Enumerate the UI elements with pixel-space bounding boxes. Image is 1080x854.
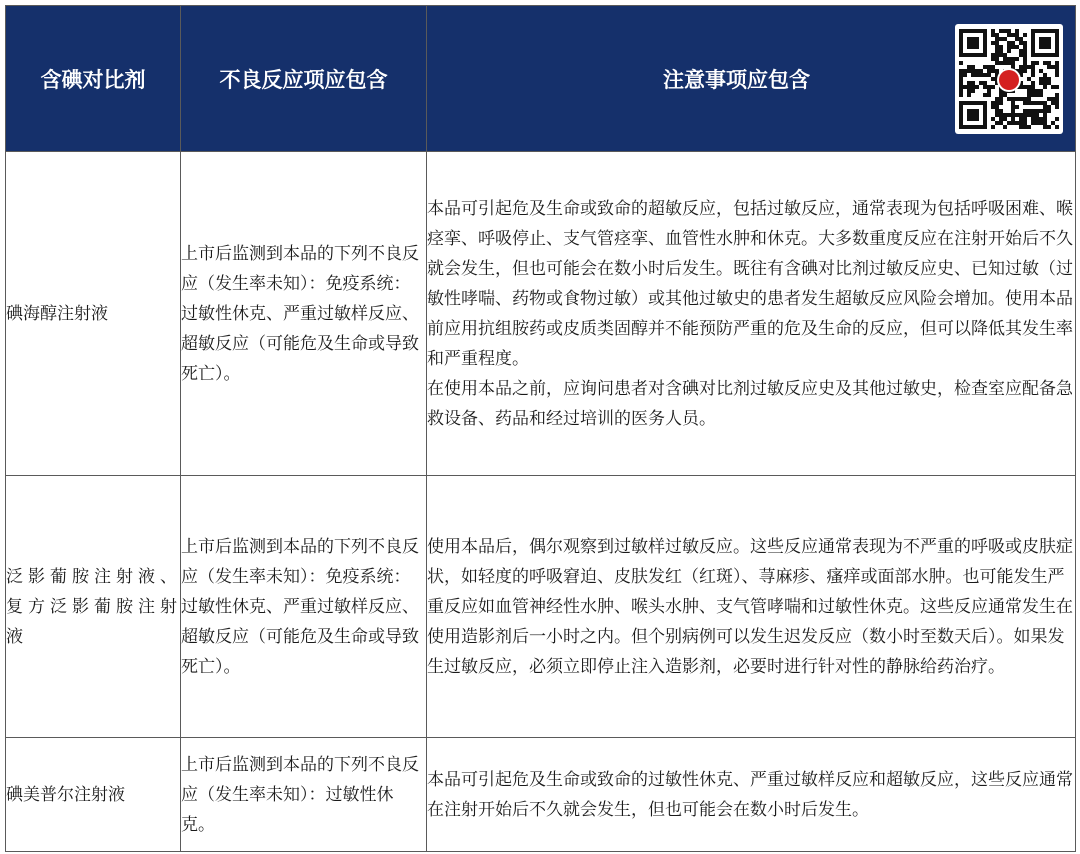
precaution-paragraph: 在使用本品之前，应询问患者对含碘对比剂过敏反应史及其他过敏史，检查室应配备急救设备、药品和经过培训的医务人员。 xyxy=(427,378,1073,429)
table-header-row xyxy=(6,6,1076,152)
qr-code-icon xyxy=(955,24,1063,134)
header-precautions-label: 注意事项应包含 xyxy=(663,67,810,92)
precaution-paragraph: 使用本品后，偶尔观察到过敏样过敏反应。这些反应通常表现为不严重的呼吸或皮肤症状，如轻度的呼吸窘迫、皮肤发红（红斑）、荨麻疹、瘙痒或面部水肿。也可能发生严重反应如血管神经性水肿、喉头水肿、支气管哮喘和过敏性休克。这些反应通常发生在使用造影剂后一小时之内。但个别病例可以发生迟发反应（数小时至数天后）。如果发生过敏反应，必须立即停止注入造影剂，必要时进行针对性的静脉给药治疗。 xyxy=(427,536,1073,677)
qr-badge-icon xyxy=(999,70,1019,90)
table-row xyxy=(6,152,1076,476)
header-precautions xyxy=(427,6,1076,152)
agent-name: 碘美普尔注射液 xyxy=(6,738,181,852)
agent-name: 泛影葡胺注射液、复方泛影葡胺注射液 xyxy=(6,476,181,738)
adverse-reaction-text: 上市后监测到本品的下列不良反应（发生率未知）：免疫系统：过敏性休克、严重过敏样反应、超敏反应（可能危及生命或导致死亡）。 xyxy=(181,476,427,738)
table-row xyxy=(6,476,1076,738)
header-agent: 含碘对比剂 xyxy=(6,6,181,152)
table-row xyxy=(6,738,1076,852)
precaution-text xyxy=(427,476,1076,738)
header-adverse-reactions: 不良反应项应包含 xyxy=(181,6,427,152)
contrast-agent-table xyxy=(5,5,1076,852)
precaution-text xyxy=(427,152,1076,476)
agent-name: 碘海醇注射液 xyxy=(6,152,181,476)
precaution-paragraph: 本品可引起危及生命或致命的超敏反应，包括过敏反应，通常表现为包括呼吸困难、喉痉挛、呼吸停止、支气管痉挛、血管性水肿和休克。大多数重度反应在注射开始后不久就会发生，但也可能会在数小时后发生。既往有含碘对比剂过敏反应史、已知过敏（过敏性哮喘、药物或食物过敏）或其他过敏史的患者发生超敏反应风险会增加。使用本品前应用抗组胺药或皮质类固醇并不能预防严重的危及生命的反应，但可以降低其发生率和严重程度。 xyxy=(427,198,1073,369)
precaution-text xyxy=(427,738,1076,852)
precaution-paragraph: 本品可引起危及生命或致命的过敏性休克、严重过敏样反应和超敏反应，这些反应通常在注射开始后不久就会发生，但也可能会在数小时后发生。 xyxy=(427,769,1073,820)
adverse-reaction-text: 上市后监测到本品的下列不良反应（发生率未知）：免疫系统：过敏性休克、严重过敏样反应、超敏反应（可能危及生命或导致死亡）。 xyxy=(181,152,427,476)
adverse-reaction-text: 上市后监测到本品的下列不良反应（发生率未知）：过敏性休克。 xyxy=(181,738,427,852)
